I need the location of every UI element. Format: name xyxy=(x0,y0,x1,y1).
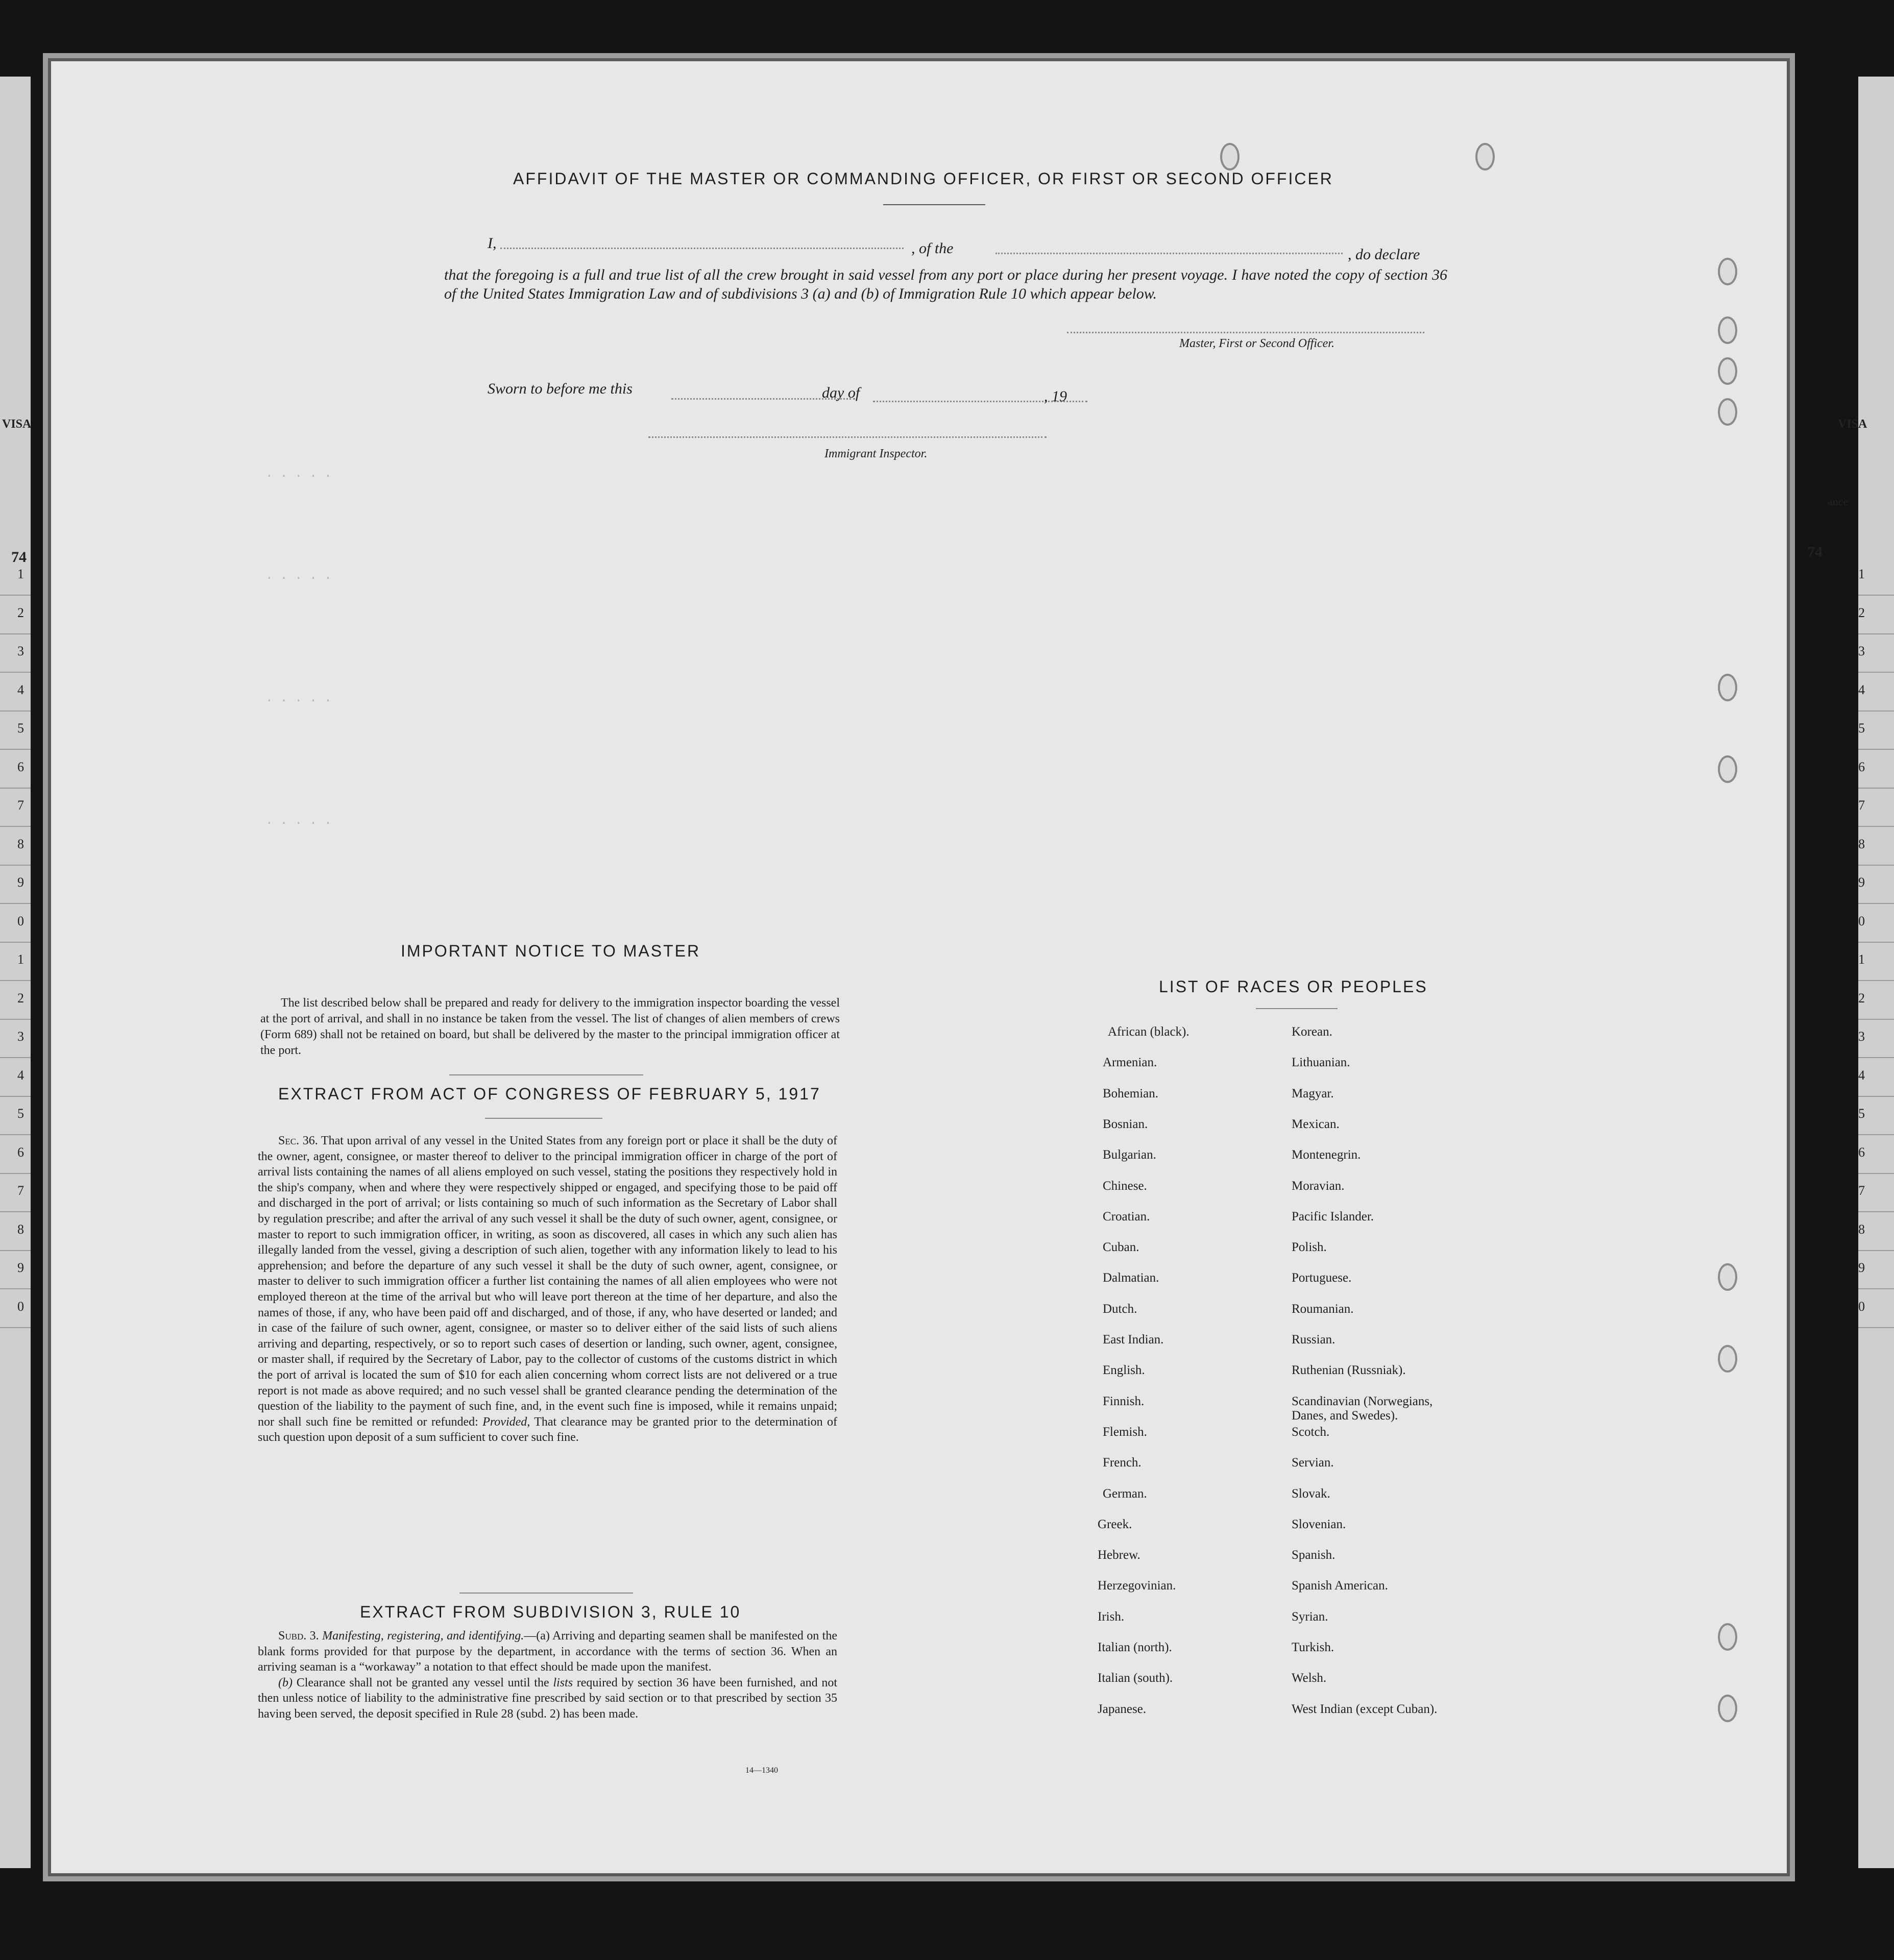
year-label: , 19 xyxy=(1044,388,1067,405)
punch-hole xyxy=(1718,258,1737,285)
act-text: That upon arrival of any vessel in the United States from any foreign port or place it shall be the duty of the owner, agent, consignee, or master thereof to deliver to the principal immigration officer in charge of the port of arrival lists containing the names of all aliens employed on such vessel, stating the positions they respectively hold in the ship's company, when and where they were respectively shipped or engaged, and specifying those to be paid off and discharged in the port of arrival; or lists containing so much of such information as the Secretary of Labor shall by regulation prescribe; and after the arrival of any such vessel it shall be the duty of such owner, agent, consignee, or master to report to such immigration officer, in writing, as soon as discovered, all cases in which any such alien has illegally landed from the vessel, giving a description of such alien, together with any information likely to lead to his apprehension; and before the departure of any such vessel it shall be the duty of such owner, agent, consignee, or master to deliver to such immigration officer a further list containing the names of all alien employees who were not employed thereon at the time of the arrival but who will leave port thereon at the time of her departure, and also the names of those, if any, who have been paid off and discharged, and of those, if any, who have deserted or landed; and in case of the failure of such owner, agent, consignee, or master so to deliver either of the said lists of such aliens arriving and departing, respectively, or so to report such cases of desertion or landing, such owner, agent, consignee, or master shall, if required by the Secretary of Labor, pay to the collector of customs of the customs district in which the port of arrival is located the sum of $10 for each alien concerning whom correct lists are not delivered or a true report is not made as above required; and no such vessel shall be granted clearance pending the determination of the question of the liability to the payment of such fine, and, in the event such fine is imposed, while it remains unpaid; nor shall such fine be remitted or refunded: xyxy=(258,1134,837,1429)
name-blank[interactable] xyxy=(500,248,904,249)
punch-hole xyxy=(1718,1345,1737,1373)
row-number: 5 xyxy=(17,1106,24,1121)
race-item: Slovak. xyxy=(1292,1486,1330,1501)
race-item: Spanish. xyxy=(1292,1548,1335,1562)
act-paragraph xyxy=(258,1133,837,1446)
ruled-line xyxy=(0,1173,31,1174)
race-item: Korean. xyxy=(1292,1025,1332,1039)
ruled-line xyxy=(0,749,31,750)
row-number: 7 xyxy=(17,798,24,813)
race-item: Bosnian. xyxy=(1103,1117,1148,1131)
race-item: Turkish. xyxy=(1292,1640,1334,1654)
row-number: 2 xyxy=(17,605,24,620)
ruled-line xyxy=(1858,980,1894,981)
ruled-line xyxy=(0,1211,31,1212)
ruled-line xyxy=(0,710,31,712)
punch-hole xyxy=(1220,143,1240,170)
row-number: 1 xyxy=(17,567,24,581)
race-item: Portuguese. xyxy=(1292,1271,1352,1285)
act-end-rule xyxy=(459,1592,633,1594)
ruled-line xyxy=(0,980,31,981)
affidavit-do-declare: , do declare xyxy=(1348,246,1420,263)
ruled-line xyxy=(0,903,31,904)
race-item: Mexican. xyxy=(1292,1117,1340,1131)
race-item: Flemish. xyxy=(1103,1425,1147,1439)
row-number: 8 xyxy=(1858,836,1865,851)
row-number: 6 xyxy=(17,759,24,774)
ruled-line xyxy=(1858,942,1894,943)
row-number: 6 xyxy=(1858,1144,1865,1160)
race-item: Moravian. xyxy=(1292,1179,1345,1193)
signature-blank[interactable] xyxy=(1067,332,1424,333)
race-item: Syrian. xyxy=(1292,1609,1328,1624)
race-item: Roumanian. xyxy=(1292,1302,1354,1316)
form-number: 14—1340 xyxy=(745,1766,778,1775)
race-item: African (black). xyxy=(1108,1025,1189,1039)
ruled-line xyxy=(1858,1327,1894,1328)
notice-rule xyxy=(449,1074,643,1075)
notice-text xyxy=(260,995,840,1059)
race-item: Cuban. xyxy=(1103,1240,1139,1255)
row-number: 4 xyxy=(17,1067,24,1083)
row-number: 9 xyxy=(1858,1260,1865,1275)
row-number: 2 xyxy=(17,990,24,1006)
signature-label: Master, First or Second Officer. xyxy=(1179,337,1334,350)
affidavit-i: I, xyxy=(488,235,497,252)
row-number: 5 xyxy=(17,721,24,736)
title-rule xyxy=(883,204,985,205)
rule-extract-title: EXTRACT FROM SUBDIVISION 3, RULE 10 xyxy=(360,1603,741,1621)
ruled-line xyxy=(0,595,31,596)
row-number: 1 xyxy=(1858,952,1865,967)
race-item: Italian (north). xyxy=(1098,1640,1172,1654)
inspector-blank[interactable] xyxy=(648,436,1047,438)
ruled-line xyxy=(1858,1288,1894,1289)
ruled-line xyxy=(0,1019,31,1020)
b-lists: lists xyxy=(553,1676,573,1689)
punch-hole xyxy=(1718,1263,1737,1291)
race-item: Greek. xyxy=(1098,1517,1132,1531)
race-item: Japanese. xyxy=(1098,1702,1147,1716)
inspector-label: Immigrant Inspector. xyxy=(824,447,928,460)
race-item: Russian. xyxy=(1292,1333,1335,1346)
b-text-2: required by section 36 have been furnished, and not then unless notice of liability to the administrative fine prescribed by said section or to that prescribed by section 35 having been served, the deposit specified in Rule 28 (subd. 2) has been made. xyxy=(258,1676,838,1721)
notice-title: IMPORTANT NOTICE TO MASTER xyxy=(401,942,701,960)
row-number: 2 xyxy=(1858,990,1865,1006)
row-number: 6 xyxy=(1858,759,1865,774)
punch-hole xyxy=(1718,357,1737,385)
row-number: 7 xyxy=(1858,1183,1865,1198)
row-number: 4 xyxy=(17,682,24,697)
row-number: 2 xyxy=(1858,605,1865,620)
ruled-line xyxy=(0,633,31,634)
left-visa-label: VISA xyxy=(2,418,32,431)
row-number: 9 xyxy=(1858,875,1865,890)
race-item: Scandinavian (Norwegians, Danes, and Swedes). xyxy=(1292,1394,1433,1423)
race-item: Dutch. xyxy=(1103,1302,1137,1316)
row-number: 1 xyxy=(17,952,24,967)
row-number: 3 xyxy=(1858,644,1865,658)
ruled-line xyxy=(0,1327,31,1328)
race-item: Spanish American. xyxy=(1292,1579,1388,1593)
race-item: West Indian (except Cuban). xyxy=(1292,1702,1438,1716)
row-number: 3 xyxy=(1858,1029,1865,1044)
ruled-line xyxy=(0,788,31,789)
ruled-line xyxy=(1858,1134,1894,1135)
subd-label: Subd. 3. xyxy=(278,1629,319,1643)
race-item: Herzegovinian. xyxy=(1098,1579,1176,1593)
race-item: Pacific Islander. xyxy=(1292,1209,1374,1223)
row-number: 4 xyxy=(1858,1067,1865,1083)
race-item: Slovenian. xyxy=(1292,1517,1346,1531)
act-text-end: That clearance may be granted prior to the determination of such question upon deposit of a sum sufficient to cover such fine. xyxy=(258,1415,838,1444)
race-item: Ruthenian (Russniak). xyxy=(1292,1363,1406,1378)
punch-hole xyxy=(1718,755,1737,783)
ruled-line xyxy=(1858,903,1894,904)
ruled-line xyxy=(0,1134,31,1135)
rule-b-paragraph xyxy=(258,1675,837,1722)
row-number: 0 xyxy=(17,1298,24,1314)
punch-hole xyxy=(1718,674,1737,701)
race-item: Armenian. xyxy=(1103,1056,1157,1070)
left-adjacent-page xyxy=(0,77,31,1868)
act-extract-text xyxy=(258,1133,837,1446)
ruled-line xyxy=(0,826,31,827)
ruled-line xyxy=(0,1250,31,1251)
affidavit-of-the: , of the xyxy=(911,240,954,257)
punch-hole xyxy=(1475,143,1495,170)
ruled-line xyxy=(0,672,31,673)
row-number: 7 xyxy=(17,1183,24,1198)
row-number: 1 xyxy=(1858,567,1865,581)
race-item: Dalmatian. xyxy=(1103,1271,1159,1285)
bleed-through-mark: · · · · · xyxy=(265,572,332,585)
affidavit-statement: that the foregoing is a full and true list of all the crew brought in said vessel from any port or place during her present voyage. I have noted the copy of section 36 of the United States Immigration Law and of subdivisions 3 (a) and (b) of Immigration Rule 10 which appear below. xyxy=(444,266,1447,302)
race-item: Finnish. xyxy=(1103,1394,1145,1408)
ruled-line xyxy=(1858,1096,1894,1097)
sec-label: Sec. 36. xyxy=(278,1134,318,1147)
row-number: 0 xyxy=(17,913,24,928)
left-page-number: 74 xyxy=(11,549,27,566)
vessel-blank[interactable] xyxy=(995,253,1343,254)
ruled-line xyxy=(0,1288,31,1289)
affidavit-title: AFFIDAVIT OF THE MASTER OR COMMANDING OFFICER, OR FIRST OR SECOND OFFICER xyxy=(513,169,1333,188)
ruled-line xyxy=(1858,1019,1894,1020)
ruled-line xyxy=(1858,672,1894,673)
ruled-line xyxy=(1858,1211,1894,1212)
row-number: 5 xyxy=(1858,1106,1865,1121)
race-item: English. xyxy=(1103,1363,1145,1378)
ruled-line xyxy=(1858,865,1894,866)
ruled-line xyxy=(0,865,31,866)
right-page-number: 74 xyxy=(1807,544,1823,560)
ruled-line xyxy=(1858,788,1894,789)
row-number: 8 xyxy=(1858,1221,1865,1237)
punch-hole xyxy=(1718,316,1737,344)
affidavit-sheet xyxy=(51,61,1787,1873)
ruled-line xyxy=(1858,710,1894,712)
row-number: 7 xyxy=(1858,798,1865,813)
bleed-through-mark: · · · · · xyxy=(265,470,332,483)
race-item: Bohemian. xyxy=(1103,1086,1159,1100)
punch-hole xyxy=(1718,1623,1737,1651)
subd-heading: Manifesting, registering, and identifying. xyxy=(322,1629,524,1643)
ruled-line xyxy=(0,942,31,943)
punch-hole xyxy=(1718,1695,1737,1722)
race-item: Hebrew. xyxy=(1098,1548,1140,1562)
notice-paragraph: The list described below shall be prepared and ready for delivery to the immigration inspector boarding the vessel at the port of arrival, and shall in no instance be taken from the vessel. The list of changes of alien members of crews (Form 689) shall not be retained on board, but shall be delivered by the master to the principal immigration officer at the port. xyxy=(260,996,840,1057)
race-item: Croatian. xyxy=(1103,1209,1150,1223)
day-of-label: day of xyxy=(822,384,860,401)
race-item: East Indian. xyxy=(1103,1333,1164,1346)
row-number: 9 xyxy=(17,875,24,890)
races-title: LIST OF RACES OR PEOPLES xyxy=(1159,977,1428,996)
race-item: German. xyxy=(1103,1486,1147,1501)
a-text: Arriving and departing seamen shall be manifested on the blank forms provided for that purpose by the department, in accordance with the terms of section 36. When an arriving seaman is a “workaway” a notation to that effect should be made upon the manifest. xyxy=(258,1629,837,1674)
race-item: Bulgarian. xyxy=(1103,1148,1156,1162)
row-number: 8 xyxy=(17,1221,24,1237)
race-item: Scotch. xyxy=(1292,1425,1330,1439)
ruled-line xyxy=(1858,1250,1894,1251)
act-extract-title: EXTRACT FROM ACT OF CONGRESS OF FEBRUARY 5, 1917 xyxy=(278,1085,821,1103)
bleed-through-mark: · · · · · xyxy=(265,694,332,708)
ruled-line xyxy=(0,1057,31,1058)
punch-hole xyxy=(1718,398,1737,426)
right-adjacent-page xyxy=(1807,77,1894,1868)
provided-word: Provided, xyxy=(482,1415,530,1429)
ruled-line xyxy=(1858,826,1894,827)
ruled-line xyxy=(1858,749,1894,750)
races-rule xyxy=(1256,1008,1338,1009)
bleed-through-mark: · · · · · xyxy=(265,817,332,830)
right-visa-label: VISA xyxy=(1838,418,1867,431)
row-number: 5 xyxy=(1858,721,1865,736)
row-number: 4 xyxy=(1858,682,1865,697)
row-number: 9 xyxy=(17,1260,24,1275)
race-item: Magyar. xyxy=(1292,1086,1334,1100)
race-item: Irish. xyxy=(1098,1609,1125,1624)
rule-extract-text xyxy=(258,1628,837,1722)
right-ance-label: ance xyxy=(1828,495,1849,508)
row-number: 8 xyxy=(17,836,24,851)
race-item: Welsh. xyxy=(1292,1671,1327,1685)
sworn-label: Sworn to before me this xyxy=(488,380,633,397)
rule-a-paragraph xyxy=(258,1628,837,1675)
row-number: 3 xyxy=(17,644,24,658)
ruled-line xyxy=(0,1096,31,1097)
a-label: —(a) xyxy=(524,1629,550,1643)
race-item: French. xyxy=(1103,1456,1142,1470)
row-number: 3 xyxy=(17,1029,24,1044)
race-item: Italian (south). xyxy=(1098,1671,1173,1685)
b-label: (b) xyxy=(278,1676,293,1689)
ruled-line xyxy=(1858,1173,1894,1174)
race-item: Servian. xyxy=(1292,1456,1334,1470)
b-text-1: Clearance shall not be granted any vessel until the xyxy=(296,1676,549,1689)
race-item: Lithuanian. xyxy=(1292,1056,1350,1070)
ruled-line xyxy=(1858,1057,1894,1058)
race-item: Montenegrin. xyxy=(1292,1148,1361,1162)
ruled-line xyxy=(1858,595,1894,596)
row-number: 0 xyxy=(1858,913,1865,928)
race-item: Chinese. xyxy=(1103,1179,1147,1193)
row-number: 6 xyxy=(17,1144,24,1160)
act-rule xyxy=(485,1118,602,1119)
race-item: Polish. xyxy=(1292,1240,1327,1255)
ruled-line xyxy=(1858,633,1894,634)
row-number: 0 xyxy=(1858,1298,1865,1314)
